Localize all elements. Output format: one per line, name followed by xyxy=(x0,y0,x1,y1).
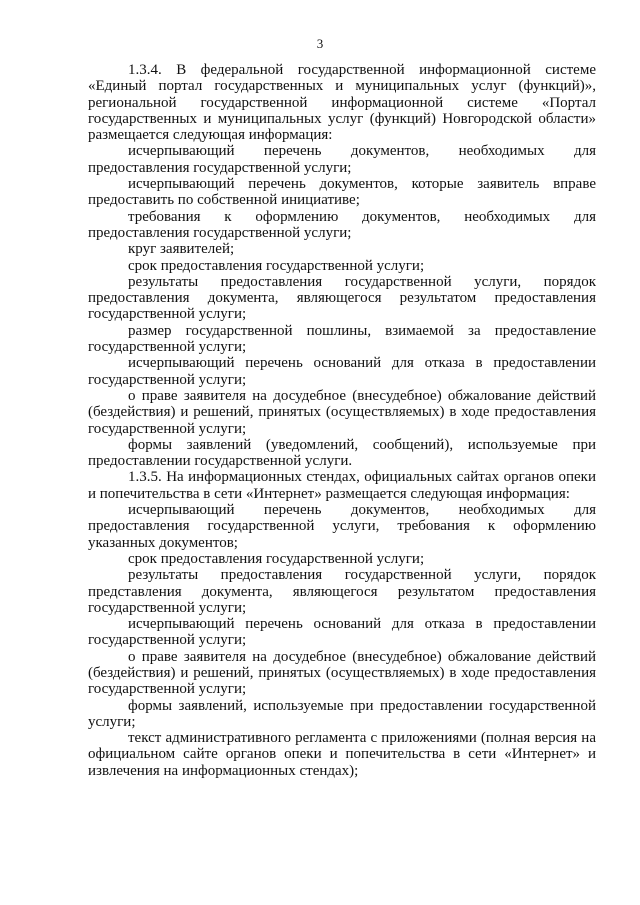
paragraph-1-3-5: 1.3.5. На информационных стендах, официальных сайтах органов опеки и попечительства в сети «Интернет» размещается следующая информация: xyxy=(88,469,596,502)
page-number: 3 xyxy=(316,36,324,51)
list-item-document-requirements: требования к оформлению документов, необходимых для предоставления государственной услуги; xyxy=(88,208,596,241)
list-item-refusal-grounds-2: исчерпывающий перечень оснований для отказа в предоставлении государственной услуги; xyxy=(88,616,596,649)
list-item-appeal-right-2: о праве заявителя на досудебное (внесудебное) обжалование действий (бездействия) и решений, принятых (осуществляемых) в ходе предоставления государственной услуги; xyxy=(88,648,596,698)
list-item-documents-list: исчерпывающий перечень документов, необходимых для предоставления государственной услуги; xyxy=(88,143,596,176)
list-item-appeal-right: о праве заявителя на досудебное (внесудебное) обжалование действий (бездействия) и решений, принятых (осуществляемых) в ходе предоставления государственной услуги; xyxy=(88,387,596,437)
list-item-documents-and-requirements: исчерпывающий перечень документов, необходимых для предоставления государственной услуги, требования к оформлению указанных документов; xyxy=(88,502,596,551)
list-item-service-results-2: результаты предоставления государственной услуги, порядок представления документа, являющегося результатом предоставления государственной услуги; xyxy=(88,567,596,616)
document-body xyxy=(88,62,596,779)
list-item-service-term-2: срок предоставления государственной услуги; xyxy=(128,550,425,567)
list-item-regulation-text: текст административного регламента с приложениями (полная версия на официальном сайте органов опеки и попечительства в сети «Интернет» и извлечения на информационных стендах); xyxy=(88,730,596,779)
list-item-state-fee: размер государственной пошлины, взимаемой за предоставление государственной услуги; xyxy=(88,322,596,356)
list-item-optional-documents: исчерпывающий перечень документов, которые заявитель вправе предоставить по собственной инициативе; xyxy=(88,176,596,209)
list-item-application-forms: формы заявлений (уведомлений, сообщений), используемые при предоставлении государственной услуги. xyxy=(88,436,596,470)
list-item-service-results: результаты предоставления государственной услуги, порядок предоставления документа, являющегося результатом предоставления государственной услуги; xyxy=(88,273,596,323)
list-item-applicants: круг заявителей; xyxy=(128,241,235,258)
paragraph-1-3-4: 1.3.4. В федеральной государственной информационной системе «Единый портал государственных и муниципальных услуг (функций)», региональной государственной информационной системе «Портал государственных и муниципальных услуг (функций) Новгородской области» размещается следующая информация: xyxy=(88,62,596,144)
list-item-refusal-grounds: исчерпывающий перечень оснований для отказа в предоставлении государственной услуги; xyxy=(88,355,596,388)
list-item-application-forms-2: формы заявлений, используемые при предоставлении государственной услуги; xyxy=(88,697,596,730)
list-item-service-term: срок предоставления государственной услуги; xyxy=(128,257,425,274)
